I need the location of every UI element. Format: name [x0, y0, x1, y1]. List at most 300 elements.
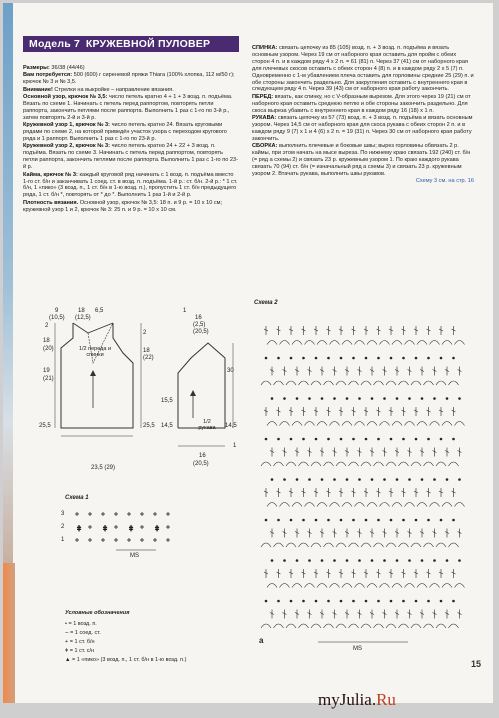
- chain-dot: [384, 398, 386, 400]
- chain-dot: [428, 600, 430, 602]
- chain-arch: [392, 503, 402, 507]
- chain-dot: [440, 519, 442, 521]
- chain-dot: [428, 519, 430, 521]
- chain-arch: [286, 543, 296, 547]
- chain-arch: [411, 462, 421, 466]
- paragraph: РУКАВА: связать цепочку из 57 (73) возд. п. + 3 возд. п. подъёма и вязать основным узором. Через 14,5 см от наборного края для скоса рукава с обеих сторон 2 п. и в каждом ряду 9 (7) х 1 и 4 (6) х 2 п. = 19 (31) п. Через 30 см от наборного края работу закончить.: [252, 115, 473, 142]
- picot-icon: ▲: [65, 657, 71, 663]
- dim-top-5: (12,5): [75, 315, 91, 321]
- legend-title: Условные обозначения: [65, 610, 130, 616]
- chain-dot: [390, 357, 392, 359]
- paragraph: Плотность вязания. Основной узор, крючок № 3,5: 18 п. и 9 р. = 10 х 10 см; кружевной узор 1 и 2, крючок № 3: 25 п. и 9 р. = 10 х 10 см.: [23, 199, 223, 213]
- chain-dot: [403, 519, 405, 521]
- chain-arch: [299, 462, 309, 466]
- chain-dot: [353, 438, 355, 440]
- chain-dot: [315, 438, 317, 440]
- chain-dot: [309, 560, 311, 562]
- scheme1-row-2: 2: [61, 524, 65, 530]
- chain-dot: [434, 479, 436, 481]
- chain-dot: [296, 560, 298, 562]
- chain-dot: [415, 519, 417, 521]
- chain-arch: [286, 624, 296, 628]
- chain-dot: [421, 560, 423, 562]
- chain-arch: [349, 381, 359, 385]
- chain-dot: [396, 560, 398, 562]
- chain-arch: [274, 624, 284, 628]
- chain-arch: [330, 341, 340, 345]
- chain-dot: [415, 357, 417, 359]
- chain-arch: [405, 341, 415, 345]
- chain-arch: [336, 543, 346, 547]
- chain-dot: [403, 357, 405, 359]
- chain-dot: [359, 479, 361, 481]
- chain-dot: [390, 438, 392, 440]
- dim-top-1: 9: [55, 308, 59, 314]
- chain-dot: [284, 560, 286, 562]
- dim-top-3: 6,5: [95, 308, 104, 314]
- chain-arch: [261, 462, 271, 466]
- scheme1-title: Схема 1: [65, 495, 89, 501]
- chain-dot: [434, 398, 436, 400]
- chain-arch: [417, 422, 427, 426]
- chain-dot: [290, 600, 292, 602]
- chain-arch: [342, 341, 352, 345]
- dim-left-2: 18: [43, 338, 50, 344]
- sleeve-dim-left-1: 15,5: [161, 398, 173, 404]
- chain-dot: [346, 560, 348, 562]
- chain-arch: [392, 341, 402, 345]
- chain-dot: [403, 438, 405, 440]
- chain-dot: [440, 438, 442, 440]
- body-schematic: [43, 308, 153, 478]
- chain-dot: [365, 519, 367, 521]
- chain-dot: [396, 398, 398, 400]
- chain-arch: [336, 624, 346, 628]
- chain-dot: [271, 479, 273, 481]
- dim-left-6: 25,5: [39, 423, 51, 429]
- chain-dot: [290, 357, 292, 359]
- chain-dot: [265, 519, 267, 521]
- chain-dot: [340, 519, 342, 521]
- chain-dot: [271, 398, 273, 400]
- watermark: myJulia.Ru: [318, 690, 396, 709]
- scheme2-row-a: а: [259, 636, 264, 645]
- chain-arch: [317, 422, 327, 426]
- chain-dot: [315, 357, 317, 359]
- paragraph: Кружевной узор 2, крючок № 3: число петель кратно 24 + 22 + 3 возд. п. подъёма. Вязать по схеме 3. Начинать с петель перед раппортом, повторять петли раппорта, закончить петлями после раппорта. Выполнить 1 раз с 1-го по 23-й р.: [23, 143, 238, 171]
- sleeve-dim-bottom-1: 16: [199, 453, 206, 459]
- chain-arch: [374, 624, 384, 628]
- chain-arch: [430, 422, 440, 426]
- chain-arch: [317, 341, 327, 345]
- chain-dot: [378, 357, 380, 359]
- chain-arch: [267, 341, 277, 345]
- chain-dot: [390, 600, 392, 602]
- chain-arch: [355, 584, 365, 588]
- chain-dot: [365, 357, 367, 359]
- chain-arch: [349, 462, 359, 466]
- chain-arch: [442, 503, 452, 507]
- chain-arch: [417, 584, 427, 588]
- scheme2-chart: [258, 308, 468, 648]
- model-header: [23, 36, 239, 52]
- chain-dot: [353, 600, 355, 602]
- chain-arch: [361, 624, 371, 628]
- sleeve-dim-bottom-2: (20,5): [193, 461, 209, 467]
- instructions-left-column: [23, 65, 238, 214]
- chain-arch: [386, 624, 396, 628]
- chain-dot: [428, 438, 430, 440]
- chain-dot: [440, 357, 442, 359]
- chain-arch: [449, 543, 459, 547]
- chain-arch: [330, 584, 340, 588]
- chain-arch: [267, 584, 277, 588]
- page-number: 15: [471, 659, 482, 669]
- chain-arch: [442, 422, 452, 426]
- scheme2-ms: MS: [353, 646, 362, 652]
- dim-top-2: 18: [78, 308, 85, 314]
- chain-arch: [436, 381, 446, 385]
- chain-arch: [355, 503, 365, 507]
- chain-dot: [365, 600, 367, 602]
- chain-arch: [367, 341, 377, 345]
- chain-arch: [405, 584, 415, 588]
- paragraph: СПИНКА: связать цепочку из 85 (105) возд. п. + 3 возд. п. подъёма и вязать основным узором. Через 19 см от наборного края оставить для пройм с обеих сторон 4 п. и в каждом ряду 4 х 2 п. = 61 (81) п. Через 37 (41) см от наборного края для плечевых скосов оставить с обеих сторон 4 (8) п. и в каждом ряду 2 х 5 (7) п. Одновременно с 1-м убавлением плеча оставить для горловины средние 25 (29) п. и обе стороны закончить раздельно. Для закругления оставить с внутреннего края в следующем ряду 4 п. Через 39 (43) см от наборного края работу закончить.: [252, 45, 474, 93]
- chain-dot: [403, 600, 405, 602]
- chain-arch: [292, 503, 302, 507]
- legend-item-dc: ǂ = 1 ст. с/н: [65, 648, 95, 654]
- dim-left-3: (20): [43, 346, 54, 352]
- chain-arch: [349, 543, 359, 547]
- chain-arch: [342, 422, 352, 426]
- chain-dot: [415, 438, 417, 440]
- chain-arch: [305, 422, 315, 426]
- dim-right-3: (22): [143, 355, 154, 361]
- see-reference: Схему 3 см. на стр. 16: [415, 178, 474, 185]
- sleeve-dim-bottom-3: 1: [233, 443, 237, 449]
- chain-dot: [353, 357, 355, 359]
- sleeve-label: 1/2 рукава: [198, 419, 216, 431]
- chain-arch: [367, 584, 377, 588]
- chain-arch: [292, 584, 302, 588]
- chain-arch: [380, 584, 390, 588]
- chain-arch: [367, 503, 377, 507]
- chain-arch: [455, 503, 465, 507]
- chain-arch: [311, 543, 321, 547]
- chain-arch: [317, 584, 327, 588]
- chain-arch: [411, 543, 421, 547]
- chain-dot: [278, 438, 280, 440]
- chain-arch: [305, 584, 315, 588]
- chain-arch: [342, 584, 352, 588]
- chain-dot: [359, 560, 361, 562]
- slip-stitch-icon: ⌢: [65, 630, 69, 636]
- chain-arch: [267, 422, 277, 426]
- dc-symbol: ǂ: [103, 526, 108, 533]
- legend-item-chain: • = 1 возд. п.: [65, 621, 97, 627]
- legend: [65, 609, 186, 665]
- chain-arch: [430, 503, 440, 507]
- chain-arch: [424, 462, 434, 466]
- chain-arch: [436, 462, 446, 466]
- chain-arch: [442, 584, 452, 588]
- chain-arch: [374, 462, 384, 466]
- chain-dot: [390, 519, 392, 521]
- chain-arch: [449, 381, 459, 385]
- sleeve-dim-left-2: 14,5: [161, 423, 173, 429]
- dim-right-4: 25,5: [143, 423, 155, 429]
- chain-dot: [378, 519, 380, 521]
- scheme1-chart: [71, 508, 191, 558]
- chain-arch: [386, 543, 396, 547]
- chain-dot: [371, 479, 373, 481]
- chain-arch: [267, 503, 277, 507]
- paragraph: Размеры: 36/38 (44/46): [23, 65, 85, 71]
- chain-dot: [446, 398, 448, 400]
- chain-arch: [286, 381, 296, 385]
- chain-dot: [359, 398, 361, 400]
- dim-top-4: (10,5): [49, 315, 65, 321]
- chain-dot: [371, 560, 373, 562]
- chain-arch: [424, 381, 434, 385]
- chain-arch: [442, 341, 452, 345]
- chain-dot: [328, 357, 330, 359]
- paragraph: Кайма, крючок № 3: каждый круговой ряд начинать с 1 возд. п. подъёма вместо 1-го ст. б/н и заканчивать 1 соед. ст. в возд. п. подъёма. 1-й р.: ст. б/н. 2-й р.: * 1 ст. б/н, 1 «пико» (3 возд. п., 1 ст. б/н в 1-ю возд. п.), пропустить 1 ст. б/н предыдущего ряда, 1 ст. б/н *, повторять от * до *. Выполнить 1 раз 1-й и 2-й р.: [23, 171, 238, 199]
- chain-dot: [328, 438, 330, 440]
- chain-arch: [399, 543, 409, 547]
- chain-dot: [384, 479, 386, 481]
- chain-arch: [399, 462, 409, 466]
- chain-dot: [421, 479, 423, 481]
- chain-arch: [336, 462, 346, 466]
- chain-dot: [296, 398, 298, 400]
- chain-arch: [286, 462, 296, 466]
- magazine-page: [3, 3, 493, 703]
- chain-dot: [265, 357, 267, 359]
- chain-dot: [278, 519, 280, 521]
- dc-symbol: ǂ: [77, 526, 82, 533]
- chain-arch: [430, 584, 440, 588]
- chain-arch: [280, 584, 290, 588]
- chain-arch: [361, 543, 371, 547]
- chain-arch: [380, 422, 390, 426]
- chain-dot: [409, 479, 411, 481]
- legend-item-slip: ⌢ = 1 соед. ст.: [65, 630, 101, 636]
- chain-arch: [399, 381, 409, 385]
- scheme2-title: Схема 2: [254, 300, 278, 306]
- chain-dot: [284, 479, 286, 481]
- paragraph: СБОРКА: выполнить плечевые и боковые швы; вырез горловины обвязать 2 р. каймы, при этом начать на мысе выреза. По нижнему краю связать 192 (240) ст. б/н (= ряд а схемы 2) и связать 23 р. кружевным узором 1. По краю каждого рукава связать 70 (94) ст. б/н (= изначальный ряд а схемы 3) и связать 23 р. кружевным узором 2. Втачать рукава, выполнить швы рукавов.: [252, 143, 471, 177]
- chain-dot: [378, 600, 380, 602]
- chain-arch: [311, 381, 321, 385]
- chain-dot: [328, 600, 330, 602]
- dim-bottom: 23,5 (29): [91, 465, 116, 471]
- chain-arch: [405, 422, 415, 426]
- chain-arch: [280, 422, 290, 426]
- chain-arch: [292, 341, 302, 345]
- chain-dot: [315, 519, 317, 521]
- chain-arch: [417, 503, 427, 507]
- instructions-right-column: [252, 45, 474, 186]
- chain-arch: [330, 503, 340, 507]
- chain-arch: [299, 624, 309, 628]
- chain-arch: [392, 422, 402, 426]
- chain-arch: [349, 624, 359, 628]
- chain-dot: [428, 357, 430, 359]
- chain-arch: [386, 462, 396, 466]
- chain-dot: [453, 357, 455, 359]
- chain-dot: [303, 600, 305, 602]
- chain-arch: [261, 381, 271, 385]
- paragraph: Кружевной узор 1, крючок № 3: число петель кратно 24. Вязать круговыми рядами по схеме 2, на которой приведён участок узора с переходом кругового ряда и 1 раппорт. Выполнить 1 раз с 1-го по 23-й р.: [23, 122, 227, 143]
- back-front-label: 1/2 переда и спинки: [78, 346, 112, 358]
- chain-arch: [386, 381, 396, 385]
- chain-dot: [328, 519, 330, 521]
- dim-right-1: 2: [143, 330, 147, 336]
- chain-dot: [453, 600, 455, 602]
- chain-dot: [284, 398, 286, 400]
- chain-dot: [340, 438, 342, 440]
- chain-dot: [334, 560, 336, 562]
- chain-dot: [334, 479, 336, 481]
- chain-dot: [446, 479, 448, 481]
- chain-dot: [290, 438, 292, 440]
- chain-dot: [290, 519, 292, 521]
- chain-arch: [367, 422, 377, 426]
- chain-arch: [380, 503, 390, 507]
- sleeve-dim-right-1: 30: [227, 368, 234, 374]
- chain-dot: [440, 600, 442, 602]
- chain-arch: [324, 543, 334, 547]
- paragraph: ПЕРЕД: вязать, как спинку, но с V-образным вырезом. Для этого через 19 (21) см от наборного края оставить среднюю петлю и обе стороны закончить раздельно. Для скоса выреза убавить с внутреннего края в каждом ряду 16 (18) х 1 п.: [252, 93, 471, 114]
- chain-arch: [305, 503, 315, 507]
- chain-dot: [421, 398, 423, 400]
- chain-arch: [311, 624, 321, 628]
- chain-dot: [340, 357, 342, 359]
- chain-symbol-icon: •: [65, 621, 67, 627]
- dim-left-4: 19: [43, 368, 50, 374]
- chain-arch: [274, 381, 284, 385]
- chain-dot: [321, 560, 323, 562]
- chain-arch: [374, 543, 384, 547]
- chain-arch: [299, 381, 309, 385]
- chain-dot: [296, 479, 298, 481]
- chain-dot: [365, 438, 367, 440]
- chain-dot: [446, 560, 448, 562]
- chain-arch: [417, 341, 427, 345]
- dc-symbol: ǂ: [155, 526, 160, 533]
- chain-dot: [346, 398, 348, 400]
- sleeve-dim-top-3: (2,5): [193, 322, 206, 328]
- chain-arch: [261, 624, 271, 628]
- scheme1-row-1: 1: [61, 537, 65, 543]
- legend-item-sc: + = 1 ст. б/н: [65, 639, 95, 645]
- chain-dot: [371, 398, 373, 400]
- chain-arch: [392, 584, 402, 588]
- chain-arch: [330, 422, 340, 426]
- chain-arch: [274, 462, 284, 466]
- chain-dot: [278, 600, 280, 602]
- chain-arch: [261, 543, 271, 547]
- photo-edge-strip-orange: [3, 563, 15, 703]
- chain-arch: [455, 341, 465, 345]
- chain-arch: [355, 422, 365, 426]
- sleeve-dim-right-2: 14,5: [225, 423, 237, 429]
- chain-arch: [455, 584, 465, 588]
- chain-arch: [274, 543, 284, 547]
- model-number: Модель 7: [29, 38, 81, 50]
- chain-dot: [353, 519, 355, 521]
- chain-arch: [311, 462, 321, 466]
- chain-dot: [453, 519, 455, 521]
- double-crochet-icon: ǂ: [65, 648, 69, 654]
- chain-arch: [280, 341, 290, 345]
- chain-dot: [459, 479, 461, 481]
- dim-left-5: (21): [43, 376, 54, 382]
- chain-arch: [449, 624, 459, 628]
- scheme1-row-3: 3: [61, 511, 65, 517]
- chain-dot: [459, 398, 461, 400]
- chain-arch: [455, 422, 465, 426]
- chain-dot: [271, 560, 273, 562]
- sleeve-dim-top-2: 16: [195, 315, 202, 321]
- chain-dot: [265, 438, 267, 440]
- chain-dot: [303, 519, 305, 521]
- sleeve-dim-top-4: (20,5): [193, 329, 209, 335]
- chain-arch: [424, 543, 434, 547]
- chain-dot: [321, 398, 323, 400]
- chain-arch: [336, 381, 346, 385]
- chain-dot: [346, 479, 348, 481]
- chain-arch: [305, 341, 315, 345]
- chain-arch: [411, 624, 421, 628]
- paragraph: Основной узор, крючок № 3,5: число петель кратно 4 + 1 + 3 возд. п. подъёма. Вязать по схеме 1. Начинать с петель перед раппортом, повторять петли раппорта, закончить петлями после раппорта. Выполнить 1 раз с 1-го по 3-й р., затем повторять 2-й и 3-й р.: [23, 94, 233, 121]
- chain-dot: [309, 398, 311, 400]
- chain-arch: [449, 462, 459, 466]
- chain-arch: [355, 341, 365, 345]
- chain-arch: [361, 381, 371, 385]
- chain-dot: [309, 479, 311, 481]
- chain-dot: [303, 438, 305, 440]
- scheme1-ms: MS: [130, 553, 139, 559]
- chain-dot: [396, 479, 398, 481]
- chain-arch: [324, 624, 334, 628]
- chain-arch: [342, 503, 352, 507]
- dc-symbol: ǂ: [129, 526, 134, 533]
- chain-arch: [280, 503, 290, 507]
- paragraph: Внимание! Стрелки на выкройке – направление вязания.: [23, 86, 174, 93]
- chain-dot: [321, 479, 323, 481]
- chain-dot: [334, 398, 336, 400]
- chain-dot: [278, 357, 280, 359]
- chain-dot: [315, 600, 317, 602]
- chain-arch: [436, 624, 446, 628]
- chain-arch: [317, 503, 327, 507]
- chain-arch: [380, 341, 390, 345]
- chain-arch: [374, 381, 384, 385]
- chain-dot: [409, 398, 411, 400]
- chain-dot: [453, 438, 455, 440]
- chain-arch: [436, 543, 446, 547]
- article-title: КРУЖЕВНОЙ ПУЛОВЕР: [85, 38, 211, 50]
- chain-dot: [265, 600, 267, 602]
- chain-arch: [299, 543, 309, 547]
- chain-dot: [378, 438, 380, 440]
- chain-arch: [399, 624, 409, 628]
- legend-item-picot: ▲ = 1 «пико» (3 возд. п., 1 ст. б/н в 1-ю возд. п.): [65, 657, 187, 663]
- chain-dot: [340, 600, 342, 602]
- chain-dot: [415, 600, 417, 602]
